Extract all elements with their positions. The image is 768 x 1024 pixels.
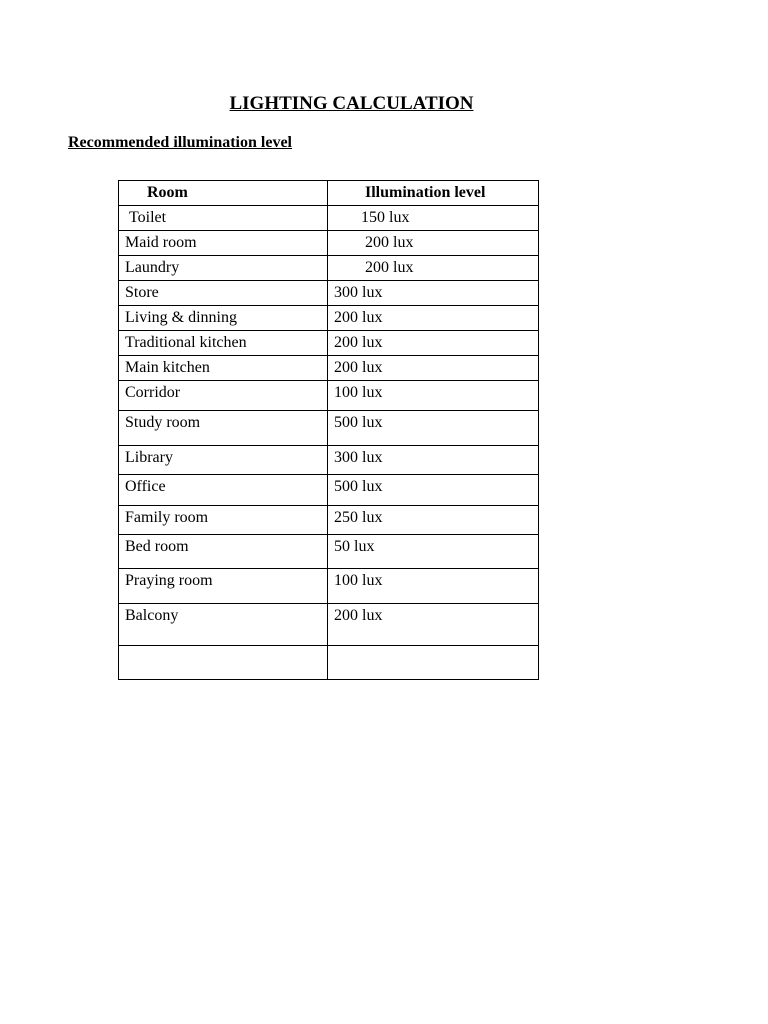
room-cell: Balcony	[119, 604, 328, 646]
table-row	[119, 411, 539, 446]
table-row	[119, 356, 539, 381]
table-row	[119, 306, 539, 331]
level-cell	[328, 646, 539, 680]
level-cell: 150 lux	[328, 206, 539, 231]
level-cell: 250 lux	[328, 506, 539, 535]
room-cell	[119, 646, 328, 680]
level-cell: 200 lux	[328, 356, 539, 381]
table-row	[119, 331, 539, 356]
room-cell: Family room	[119, 506, 328, 535]
level-cell: 200 lux	[328, 231, 539, 256]
document-title: LIGHTING CALCULATION	[229, 93, 474, 114]
column-header-illumination-level: Illumination level	[328, 181, 539, 206]
table-row	[119, 256, 539, 281]
room-cell: Maid room	[119, 231, 328, 256]
level-cell: 500 lux	[328, 475, 539, 506]
room-cell: Library	[119, 446, 328, 475]
level-cell: 200 lux	[328, 306, 539, 331]
table-row	[119, 475, 539, 506]
table-row	[119, 646, 539, 680]
column-header-room: Room	[119, 181, 328, 206]
room-cell: Office	[119, 475, 328, 506]
table-row	[119, 381, 539, 411]
table-row	[119, 446, 539, 475]
table-row	[119, 281, 539, 306]
section-heading: Recommended illumination level	[68, 134, 292, 151]
level-cell: 200 lux	[328, 256, 539, 281]
room-cell: Store	[119, 281, 328, 306]
room-cell: Bed room	[119, 535, 328, 569]
table-row	[119, 506, 539, 535]
room-cell: Laundry	[119, 256, 328, 281]
room-cell: Main kitchen	[119, 356, 328, 381]
table-row	[119, 569, 539, 604]
room-cell: Toilet	[119, 206, 328, 231]
level-cell: 50 lux	[328, 535, 539, 569]
table-row	[119, 231, 539, 256]
level-cell: 200 lux	[328, 331, 539, 356]
level-cell: 100 lux	[328, 569, 539, 604]
room-cell: Corridor	[119, 381, 328, 411]
level-cell: 300 lux	[328, 446, 539, 475]
table-row	[119, 535, 539, 569]
level-cell: 500 lux	[328, 411, 539, 446]
level-cell: 200 lux	[328, 604, 539, 646]
room-cell: Living & dinning	[119, 306, 328, 331]
room-cell: Study room	[119, 411, 328, 446]
table-row	[119, 604, 539, 646]
level-cell: 100 lux	[328, 381, 539, 411]
table-header-row	[119, 181, 539, 206]
room-cell: Traditional kitchen	[119, 331, 328, 356]
illumination-table	[118, 180, 539, 680]
room-cell: Praying room	[119, 569, 328, 604]
level-cell: 300 lux	[328, 281, 539, 306]
table-row	[119, 206, 539, 231]
